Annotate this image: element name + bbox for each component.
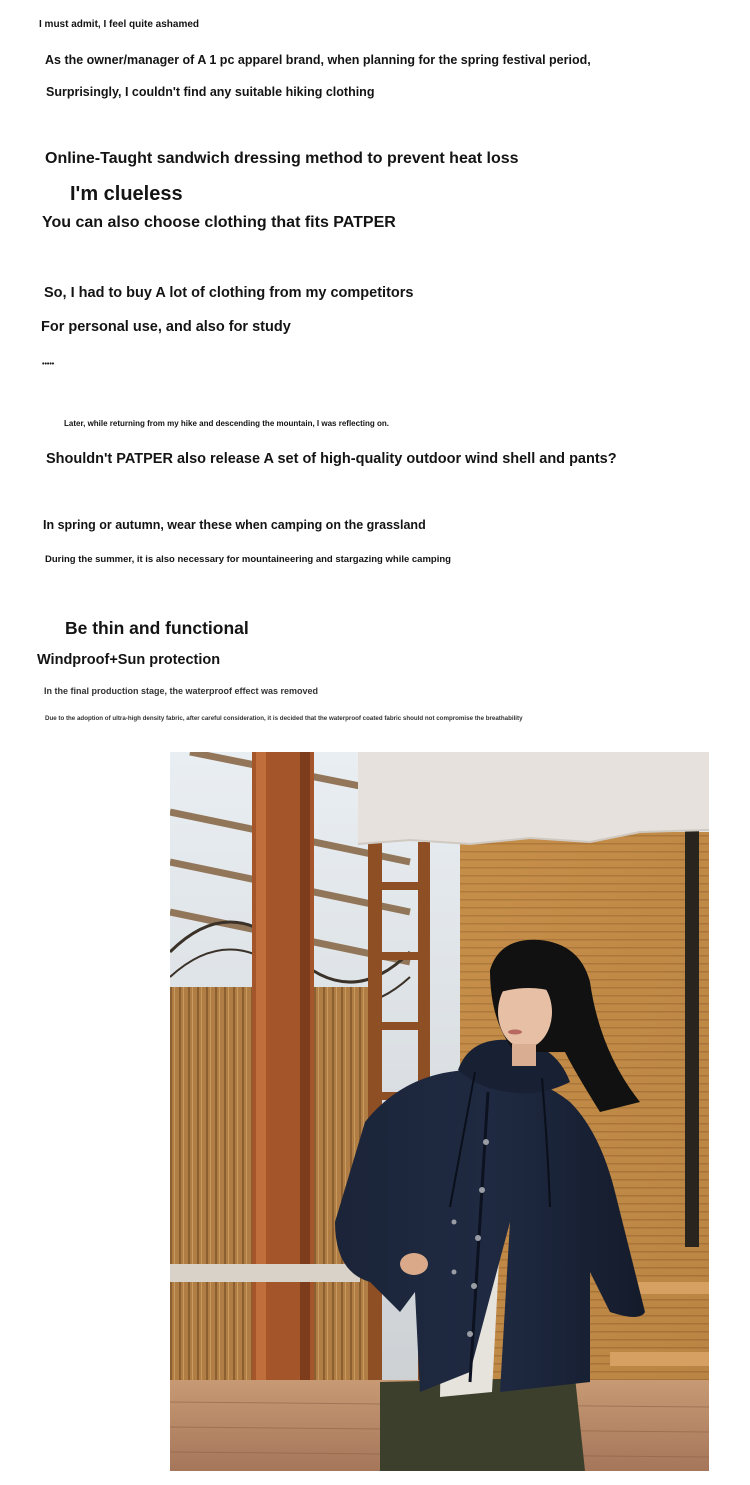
line-personal-use: For personal use, and also for study [41,319,291,335]
line-ashamed: I must admit, I feel quite ashamed [39,19,200,30]
line-clueless: I'm clueless [70,183,183,205]
line-summer: During the summer, it is also necessary for mountaineering and stargazing while camping [45,554,451,565]
product-photo [170,752,709,1471]
line-spring-autumn: In spring or autumn, wear these when camping on the grassland [43,518,426,532]
line-ellipsis: ••••• [42,361,55,368]
line-thin-functional: Be thin and functional [65,618,249,638]
line-windproof: Windproof+Sun protection [37,652,221,668]
line-sandwich-method: Online-Taught sandwich dressing method to prevent heat loss [45,150,519,167]
line-should-patper: Shouldn't PATPER also release A set of high-quality outdoor wind shell and pants? [46,451,617,467]
line-no-hiking-clothing: Surprisingly, I couldn't find any suitable hiking clothing [46,85,375,99]
line-owner-manager: As the owner/manager of A 1 pc apparel brand, when planning for the spring festival period, [45,53,591,67]
line-later-hike: Later, while returning from my hike and descending the mountain, I was reflecting on. [64,419,389,428]
line-fits-patper: You can also choose clothing that fits PATPER [42,214,396,231]
line-waterproof-removed: In the final production stage, the waterproof effect was removed [44,686,319,696]
line-breathability: Due to the adoption of ultra-high density fabric, after careful consideration, it is decided that the waterproof coated fabric should not compromise the breathability [45,715,523,722]
line-buy-competitors: So, I had to buy A lot of clothing from my competitors [44,285,414,301]
